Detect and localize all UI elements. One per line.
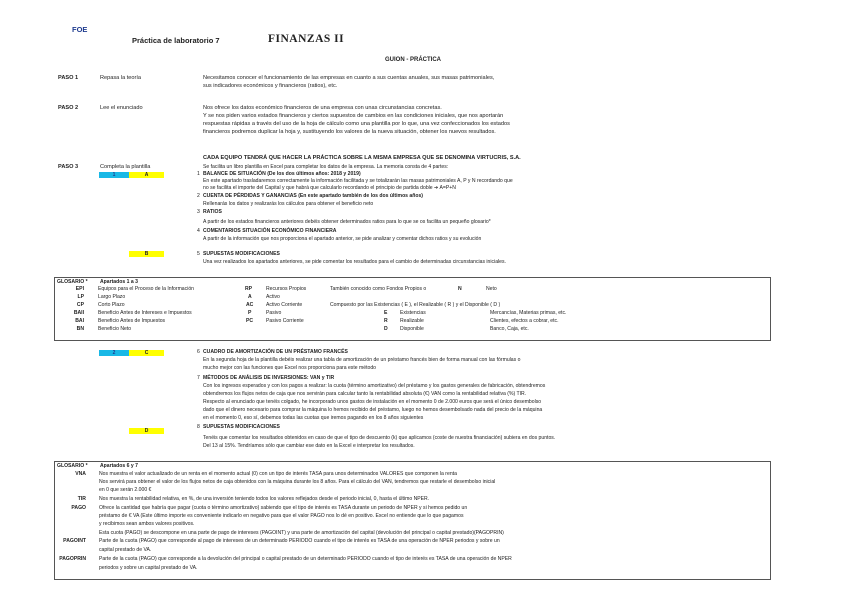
item-5-body-1: Una vez realizados los apartados anteriores, se pide comentar los resultados para el cambio de determinadas circunstancias iniciales. [203, 259, 506, 265]
item-1-title: BALANCE DE SITUACIÓN (De los dos últimos años: 2018 y 2019) [203, 171, 361, 177]
gloss-abbr: LP [77, 294, 84, 300]
page-title: FINANZAS II [268, 33, 345, 45]
gloss2-line: y recibimos sean ambos valores positivos. [99, 521, 195, 527]
item-8-body-2: Del 13 al 15%. Tendríamos sólo que cambiar ese dato en la Excel e interpretar los resultados. [203, 443, 415, 449]
glossary-2-title: GLOSARIO * [57, 463, 88, 469]
gloss-example: Banco, Caja, etc. [490, 326, 529, 332]
item-7-body-4: dado que el dinero necesario para comprar la máquina lo hemos recibido del préstamo, luego no hemos desembolsado nada del precio de la máquina [203, 407, 543, 413]
item-2-title: CUENTA DE PÉRDIDAS Y GANANCIAS (En este apartado también de los dos últimos años) [203, 193, 424, 199]
gloss2-line: Nos servirá para obtener el valor de los flujos netos de caja obtenidos con la máquina durante los 8 años. Para el cálculo del VAN, tendremos que restarle el desembolso inicial [99, 479, 496, 485]
item-8-body-1: Tenéis que comentar los resultados obtenidos en caso de que el tipo de descuento (k) que aplicamos (coste de nuestra financiación) subiera en dos puntos. [203, 435, 556, 441]
item-4-num: 4 [197, 228, 200, 234]
gloss-desc: Corto Plazo [98, 302, 125, 308]
gloss-abbr: BAII [73, 310, 84, 316]
gloss-abbr: BAI [75, 318, 84, 324]
gloss-desc: Realizable [400, 318, 424, 324]
gloss-desc: Pasivo Corriente [266, 318, 304, 324]
glossary-1-subtitle: Apartados 1 a 3 [100, 279, 138, 285]
gloss-desc: Activo Corriente [266, 302, 303, 308]
item-7-body-3: Respecto al enunciado que tenéis colgado, he incorporado unos gastos de instalación en el momento 0 de 2.000 euros que será el único desembolso [203, 399, 542, 405]
item-7-title: MÉTODOS DE ANÁLISIS DE INVERSIONES: VAN y TIR [203, 375, 335, 381]
item-7-body-1: Con los ingresos esperados y con los pagos a realizar: la cuota (término amortizativo) del préstamo y los gastos generales de fabricación, obtendremos [203, 383, 546, 389]
gloss-desc: Largo Plazo [98, 294, 126, 300]
gloss-desc: Recursos Propios [266, 286, 307, 292]
gloss-abbr: P [248, 310, 252, 316]
paso3-intro: Se facilita un libro plantilla en Excel para completar los datos de la empresa. La memoria consta de 4 partes: [203, 164, 449, 170]
glossary-1-title: GLOSARIO * [57, 279, 88, 285]
item-6-body-1: En la segunda hoja de la plantilla debéis realizar una tabla de amortización de un préstamo francés bien de forma manual con las fórmulas o [203, 357, 521, 363]
item-6-title: CUADRO DE AMORTIZACIÓN DE UN PRÉSTAMO FRANCÉS [203, 349, 348, 355]
gloss2-abbr: TIR [77, 496, 86, 502]
step-2-line-4: financieros podremos duplicar la hoja y, sustituyendo los valores de la nueva situación, obtener los nuevos resultados. [203, 129, 496, 135]
gloss-desc: Equipos para el Proceso de la Información [98, 286, 194, 292]
gloss2-line: Ofrece la cantidad que habría que pagar (cuota o término amortizativo) sabiendo que el tipo de interés es TASA durante un periodo de NPER y si hemos pedido un [99, 505, 468, 511]
item-2-body-1: Rellenarás los datos y realizarás los cálculos para obtener el beneficio neto [203, 201, 374, 207]
gloss2-abbr: PAGOPRIN [59, 556, 86, 562]
item-8-title: SUPUESTAS MODIFICACIONES [203, 424, 280, 430]
item-4-title: COMENTARIOS SITUACIÓN ECONÓMICO FINANCIERA [203, 228, 337, 234]
step-2-line-2: Y se nos piden varios estados financieros y ciertos supuestos de cambios en las condiciones iniciales, que nos aportarán [203, 113, 504, 119]
gloss-abbr: D [384, 326, 388, 332]
item-3-num: 3 [197, 209, 200, 215]
step-2-name: Lee el enunciado [100, 105, 143, 111]
gloss2-line: en 0 que serán 2.000 € [99, 487, 152, 493]
gloss-ac-note: Compuesto por las Existencias ( E ), el Realizable ( R ) y el Disponible ( D ) [330, 302, 501, 308]
paso3-heading: CADA EQUIPO TENDRÁ QUE HACER LA PRÁCTICA SOBRE LA MISMA EMPRESA QUE SE DENOMINA VIRTUCRIS, S.A. [203, 155, 521, 161]
gloss-abbr: E [384, 310, 388, 316]
gloss2-abbr: PAGOINT [63, 538, 86, 544]
gloss-abbr: CP [76, 302, 84, 308]
gloss-desc: Pasivo [266, 310, 282, 316]
gloss2-line: Esta cuota (PAGO) se descompone en una parte de pago de intereses (PAGOINT) y una parte de amortización del capital (devolución del principal o capital prestado)(PAGOPRIN) [99, 530, 504, 536]
gloss2-line: periodos y sobre un capital prestado de VA. [99, 565, 198, 571]
gloss-rp-note: También conocido como Fondos Propios o [330, 286, 427, 292]
gloss-desc: Existencias [400, 310, 426, 316]
page-subtitle: GUION - PRÁCTICA [385, 57, 441, 63]
item-7-body-5: en el momento 0, eso sí, debemos todas las cuotas que iremos pagando en los 8 años siguientes [203, 415, 424, 421]
item-6-num: 6 [197, 349, 200, 355]
step-2-line-3: respuestas rápidas a través del uso de la hoja de cálculo como una plantilla por lo que, una vez confeccionados los estados [203, 121, 510, 127]
item-1-body-1: En este apartado trasladaremos correctamente la información facilitada y se totalizarán las masas patrimoniales A, P y N recordando que [203, 178, 513, 184]
gloss2-line: Parte de la cuota (PAGO) que corresponde a la devolución del principal o capital prestado de un determinado PERIODO cuando el tipo de interés es TASA de una operación de NPER [99, 556, 512, 562]
gloss-abbr: AC [246, 302, 254, 308]
gloss-desc: Activo [266, 294, 280, 300]
step-3-name: Completa la plantilla [100, 164, 151, 170]
gloss-example: Mercancías, Materias primas, etc. [490, 310, 567, 316]
gloss-example: Clientes, efectos a cobrar, etc. [490, 318, 559, 324]
gloss2-line: capital prestado de VA. [99, 547, 152, 553]
tag-c: C [129, 350, 164, 356]
gloss-abbr: BN [76, 326, 84, 332]
gloss2-abbr: PAGO [71, 505, 86, 511]
step-1-line-2: sus indicadores económicos y financieros (ratios), etc. [203, 83, 338, 89]
gloss2-abbr: VNA [75, 471, 86, 477]
gloss2-line: Parte de la cuota (PAGO) que corresponde al pago de intereses de un determinado PERIODO cuando el tipo de interés es TASA de una operación de NPER periodos y sobre un [99, 538, 500, 544]
item-4-body-1: A partir de la información que nos proporciona el apartado anterior, se pide analizar y comentar dichos ratios y su evolución [203, 236, 482, 242]
gloss2-line: Nos muestra la rentabilidad relativa, en %, de una inversión teniendo todos los valores reflejados desde el periodo inicial, 0, hasta el último NPER. [99, 496, 430, 502]
gloss-abbr: EPI [75, 286, 84, 292]
item-8-num: 8 [197, 424, 200, 430]
tag-a: A [129, 172, 164, 178]
tag-b: B [129, 251, 164, 257]
item-2-num: 2 [197, 193, 200, 199]
gloss-abbr: R [384, 318, 388, 324]
gloss-abbr: RP [245, 286, 253, 292]
item-3-title: RATIOS [203, 209, 222, 215]
step-2-id: PASO 2 [58, 105, 79, 111]
step-1-name: Repasa la teoría [100, 75, 142, 81]
item-1-num: 1 [197, 171, 200, 177]
tag-d: D [129, 428, 164, 434]
gloss-n-desc: Neto [486, 286, 497, 292]
item-5-title: SUPUESTAS MODIFICACIONES [203, 251, 280, 257]
gloss-n-abbr: N [458, 286, 462, 292]
step-3-id: PASO 3 [58, 164, 79, 170]
tag-2: 2 [99, 350, 129, 356]
gloss2-line: préstamo de € VA (Este último importe es conveniente indicarlo en negativo para que el valor PAGO nos lo dé en positivo. Excel no entiende que lo que pagamos [99, 513, 464, 519]
practice-label: Práctica de laboratorio 7 [132, 36, 220, 45]
gloss-desc: Disponible [400, 326, 424, 332]
item-6-body-2: mucho mejor con las funciones que Excel nos proporciona para este método [203, 365, 377, 371]
item-7-num: 7 [197, 375, 200, 381]
step-1-id: PASO 1 [58, 75, 79, 81]
gloss-desc: Beneficio Antes de Impuestos [98, 318, 166, 324]
gloss2-line: Nos muestra el valor actualizado de un renta en el momento actual (0) con un tipo de interés TASA para unos determinados VALORES que componen la renta [99, 471, 457, 477]
item-7-body-2: obtendremos los flujos netos de caja que nos servirán para calcular tanto la rentabilidad absoluta (€) VAN como la rentabilidad relativa (%) TIR. [203, 391, 527, 397]
item-1-body-2: no se facilita el importe del Capital y que habrá que calcularlo recordando el principio de partida doble ➔ A=P+N [203, 185, 456, 191]
gloss-desc: Beneficio Antes de Intereses e Impuestos [98, 310, 192, 316]
item-5-num: 5 [197, 251, 200, 257]
glossary-2-subtitle: Apartados 6 y 7 [100, 463, 138, 469]
org-label: FOE [72, 25, 88, 34]
gloss-desc: Beneficio Neto [98, 326, 132, 332]
gloss-abbr: A [248, 294, 252, 300]
item-3-body-1: A partir de los estados financieros anteriores debéis obtener determinados ratios para lo que se os facilita un pequeño glosario* [203, 219, 491, 225]
gloss-abbr: PC [246, 318, 254, 324]
tag-1: 1 [99, 172, 129, 178]
step-2-line-1: Nos ofrece los datos económico financieros de una empresa con unas circunstancias concretas. [203, 105, 442, 111]
step-1-line-1: Necesitamos conocer el funcionamiento de las empresas en cuanto a sus cuentas anuales, sus masas patrimoniales, [203, 75, 495, 81]
